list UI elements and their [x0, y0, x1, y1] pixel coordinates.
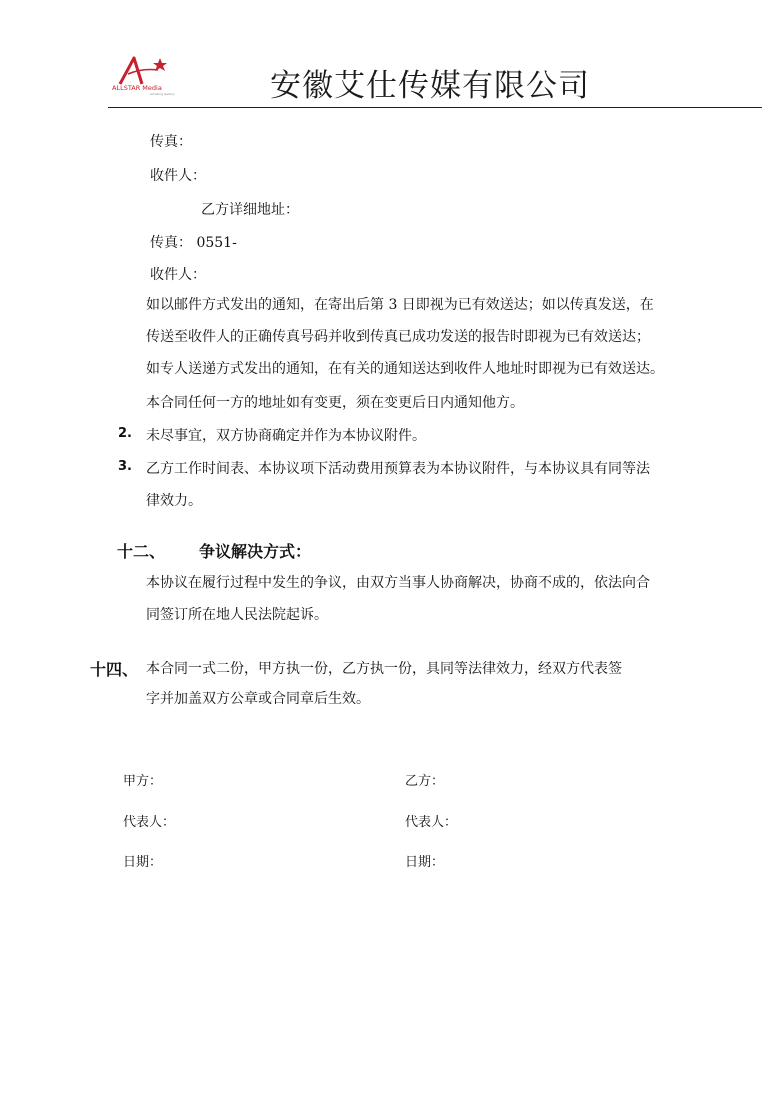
party-b-signature-label: 乙方：	[405, 774, 445, 789]
section-14-number: 十四、	[90, 660, 139, 679]
allstar-star-icon	[112, 54, 172, 86]
party-b-representative-label: 代表人：	[405, 815, 458, 830]
item-2-text: 未尽事宜，双方协商确定并作为本协议附件。	[146, 428, 426, 444]
section-12-title: 争议解决方式：	[199, 542, 312, 561]
fax-a-label: 传真：	[150, 134, 192, 150]
item-3-text-line: 乙方工作时间表、本协议项下活动费用预算表为本协议附件，与本协议具有同等法	[146, 461, 650, 477]
section-14-text-line: 本合同一式二份，甲方执一份，乙方执一份，具同等法律效力，经双方代表签	[146, 661, 622, 677]
company-name: 安徽艾仕传媒有限公司	[270, 68, 590, 104]
section-14-text-line: 字并加盖双方公章或合同章后生效。	[146, 691, 370, 707]
party-a-date-label: 日期：	[123, 855, 163, 870]
fax-b-label: 传真： 0551-	[150, 235, 237, 251]
notice-paragraph-line: 如专人送递方式发出的通知，在有关的通知送达到收件人地址时即视为已有效送达。	[146, 361, 664, 377]
section-12-number: 十二、	[117, 542, 166, 561]
item-2-number: 2.	[118, 426, 132, 441]
logo-text: ALLSTAR Media	[112, 84, 162, 92]
item-3-number: 3.	[118, 459, 132, 474]
logo-subtext: Amazing Gallery	[150, 92, 175, 96]
party-a-representative-label: 代表人：	[123, 815, 176, 830]
party-b-date-label: 日期：	[405, 855, 445, 870]
section-12-text-line: 同签订所在地人民法院起诉。	[146, 607, 328, 623]
company-logo	[112, 54, 175, 98]
section-12-text-line: 本协议在履行过程中发生的争议，由双方当事人协商解决，协商不成的，依法向合	[146, 575, 650, 591]
notice-paragraph-line: 如以邮件方式发出的通知，在寄出后第 3 日即视为已有效送达；如以传真发送，在	[146, 297, 654, 313]
party-b-address-label: 乙方详细地址：	[201, 202, 299, 218]
notice-paragraph-line: 传送至收件人的正确传真号码并收到传真已成功发送的报告时即视为已有效送达；	[146, 329, 650, 345]
item-3-text-line: 律效力。	[146, 493, 202, 509]
recipient-b-label: 收件人：	[150, 267, 206, 283]
recipient-a-label: 收件人：	[150, 168, 206, 184]
party-a-signature-label: 甲方：	[123, 774, 163, 789]
header-rule	[108, 107, 762, 108]
notice-paragraph-line: 本合同任何一方的地址如有变更，须在变更后日内通知他方。	[146, 395, 524, 411]
